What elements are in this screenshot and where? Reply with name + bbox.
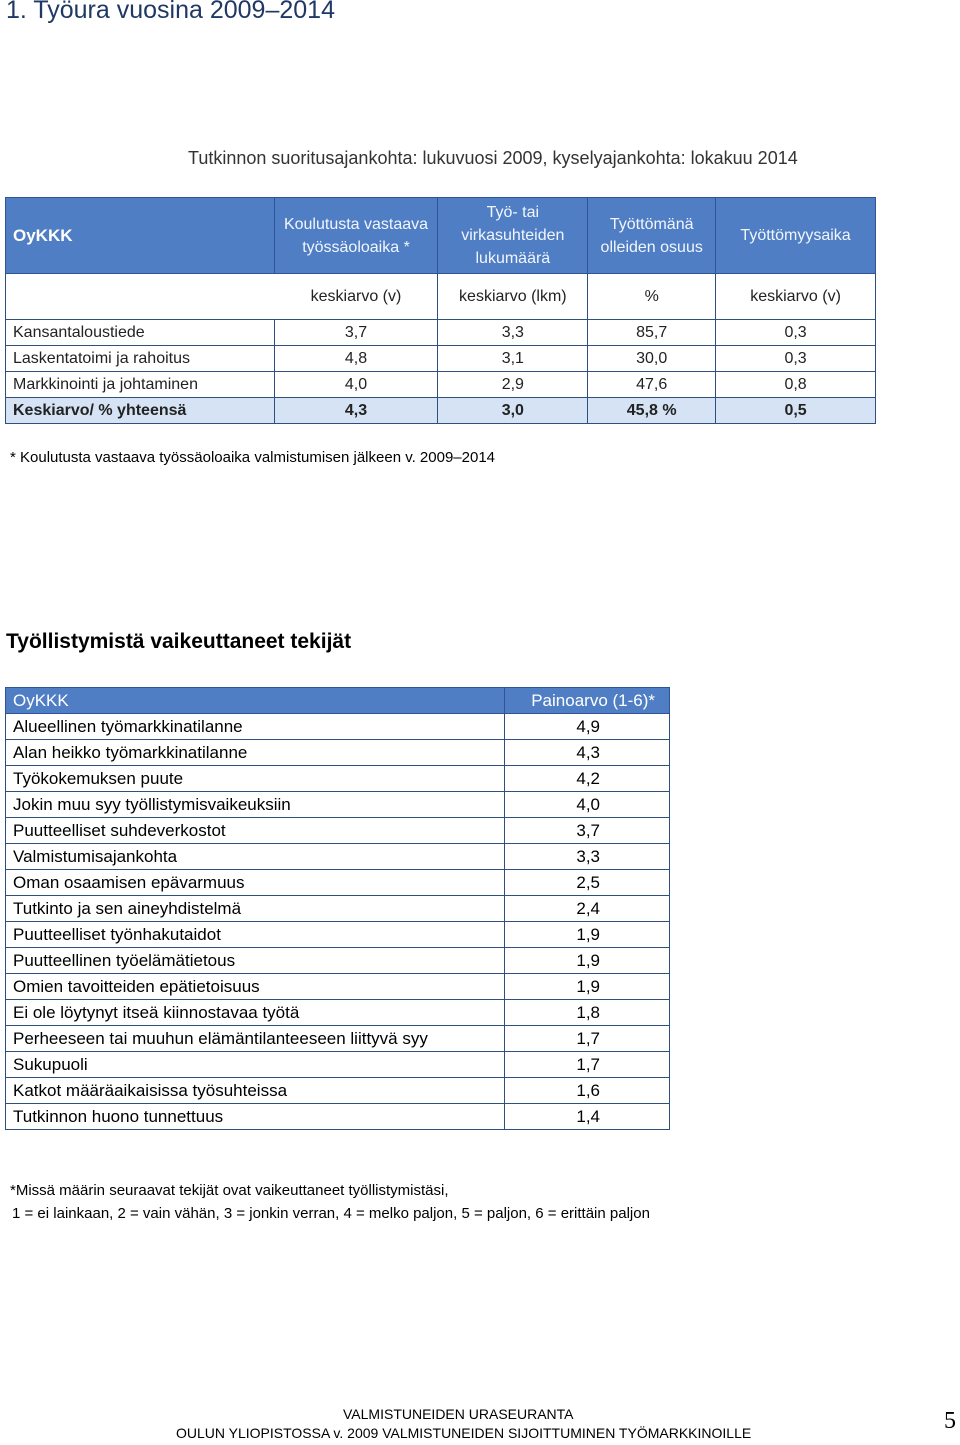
factor-label: Puutteelliset suhdeverkostot bbox=[6, 818, 505, 844]
value-cell: 30,0 bbox=[588, 346, 716, 372]
page-heading: 1. Työura vuosina 2009–2014 bbox=[6, 0, 335, 24]
row-label: Kansantaloustiede bbox=[6, 320, 275, 346]
table-row bbox=[6, 766, 670, 792]
table-row bbox=[6, 974, 670, 1000]
value-cell: 4,0 bbox=[274, 372, 438, 398]
row-label: Laskentatoimi ja rahoitus bbox=[6, 346, 275, 372]
weight-value: 1,4 bbox=[505, 1104, 670, 1130]
weight-value: 1,6 bbox=[505, 1078, 670, 1104]
factor-label: Alueellinen työmarkkinatilanne bbox=[6, 714, 505, 740]
value-cell: 47,6 bbox=[588, 372, 716, 398]
value-cell: 0,3 bbox=[716, 346, 876, 372]
table-footnote: * Koulutusta vastaava työssäoloaika valmistumisen jälkeen v. 2009–2014 bbox=[10, 449, 496, 466]
table-row bbox=[6, 714, 670, 740]
table-row bbox=[6, 792, 670, 818]
table-header-row bbox=[6, 688, 670, 714]
table-row bbox=[6, 346, 876, 372]
org-header: OyKKK bbox=[6, 198, 275, 274]
column-header: Työttömyysaika bbox=[716, 198, 876, 274]
unit-cell: % bbox=[588, 274, 716, 320]
factor-label: Omien tavoitteiden epätietoisuus bbox=[6, 974, 505, 1000]
table-row bbox=[6, 818, 670, 844]
row-label: Markkinointi ja johtaminen bbox=[6, 372, 275, 398]
factor-label: Työkokemuksen puute bbox=[6, 766, 505, 792]
factor-label: Sukupuoli bbox=[6, 1052, 505, 1078]
total-value: 4,3 bbox=[274, 398, 438, 424]
weight-value: 4,9 bbox=[505, 714, 670, 740]
value-cell: 0,8 bbox=[716, 372, 876, 398]
factor-label: Puutteelliset työnhakutaidot bbox=[6, 922, 505, 948]
value-cell: 4,8 bbox=[274, 346, 438, 372]
table-row bbox=[6, 896, 670, 922]
weight-value: 1,9 bbox=[505, 922, 670, 948]
weight-value: 1,9 bbox=[505, 974, 670, 1000]
value-cell: 3,3 bbox=[438, 320, 588, 346]
table-row bbox=[6, 1104, 670, 1130]
weight-value: 1,8 bbox=[505, 1000, 670, 1026]
value-cell: 85,7 bbox=[588, 320, 716, 346]
page-number: 5 bbox=[944, 1408, 956, 1434]
unit-cell: keskiarvo (v) bbox=[274, 274, 438, 320]
table-header-row bbox=[6, 198, 876, 274]
obstacles-table-body bbox=[6, 714, 670, 1130]
factor-label: Ei ole löytynyt itseä kiinnostavaa työtä bbox=[6, 1000, 505, 1026]
factor-label: Puutteellinen työelämätietous bbox=[6, 948, 505, 974]
value-cell: 0,3 bbox=[716, 320, 876, 346]
units-blank-cell bbox=[6, 274, 275, 320]
units-row bbox=[6, 274, 876, 320]
table-row bbox=[6, 922, 670, 948]
weight-header: Painoarvo (1-6)* bbox=[505, 688, 670, 714]
weight-value: 4,2 bbox=[505, 766, 670, 792]
factor-label: Tutkinnon huono tunnettuus bbox=[6, 1104, 505, 1130]
factor-label: Oman osaamisen epävarmuus bbox=[6, 870, 505, 896]
table-row bbox=[6, 740, 670, 766]
table-row bbox=[6, 1000, 670, 1026]
weight-value: 1,7 bbox=[505, 1026, 670, 1052]
weight-value: 4,0 bbox=[505, 792, 670, 818]
table-row bbox=[6, 1078, 670, 1104]
table-row bbox=[6, 372, 876, 398]
weight-value: 1,9 bbox=[505, 948, 670, 974]
total-label: Keskiarvo/ % yhteensä bbox=[6, 398, 275, 424]
table-row bbox=[6, 948, 670, 974]
footer-title: VALMISTUNEIDEN URASEURANTA bbox=[343, 1406, 574, 1422]
footer-subtitle: OULUN YLIOPISTOSSA v. 2009 VALMISTUNEIDEN SIJOITTUMINEN TYÖMARKKINOILLE bbox=[176, 1425, 752, 1441]
table-row bbox=[6, 1052, 670, 1078]
scale-note-line2: 1 = ei lainkaan, 2 = vain vähän, 3 = jonkin verran, 4 = melko paljon, 5 = paljon, 6 = erittäin paljon bbox=[12, 1205, 650, 1222]
total-value: 3,0 bbox=[438, 398, 588, 424]
total-row bbox=[6, 398, 876, 424]
section-title: Työllistymistä vaikeuttaneet tekijät bbox=[6, 630, 352, 653]
factor-label: Perheeseen tai muuhun elämäntilanteeseen liittyvä syy bbox=[6, 1026, 505, 1052]
total-value: 45,8 % bbox=[588, 398, 716, 424]
total-value: 0,5 bbox=[716, 398, 876, 424]
unit-cell: keskiarvo (lkm) bbox=[438, 274, 588, 320]
weight-value: 4,3 bbox=[505, 740, 670, 766]
column-header: Koulutusta vastaava työssäoloaika * bbox=[274, 198, 438, 274]
column-header: Työ- tai virkasuhteiden lukumäärä bbox=[438, 198, 588, 274]
weight-value: 3,3 bbox=[505, 844, 670, 870]
value-cell: 3,1 bbox=[438, 346, 588, 372]
weight-value: 1,7 bbox=[505, 1052, 670, 1078]
scale-note-line1: *Missä määrin seuraavat tekijät ovat vaikeuttaneet työllistymistäsi, bbox=[10, 1182, 449, 1199]
obstacles-table bbox=[5, 687, 670, 1130]
factor-label: Katkot määräaikaisissa työsuhteissa bbox=[6, 1078, 505, 1104]
value-cell: 2,9 bbox=[438, 372, 588, 398]
table-row bbox=[6, 320, 876, 346]
table-subtitle: Tutkinnon suoritusajankohta: lukuvuosi 2009, kyselyajankohta: lokakuu 2014 bbox=[188, 148, 798, 168]
weight-value: 3,7 bbox=[505, 818, 670, 844]
table-row bbox=[6, 1026, 670, 1052]
value-cell: 3,7 bbox=[274, 320, 438, 346]
weight-value: 2,5 bbox=[505, 870, 670, 896]
table-row bbox=[6, 844, 670, 870]
factor-label: Alan heikko työmarkkinatilanne bbox=[6, 740, 505, 766]
factor-label: Valmistumisajankohta bbox=[6, 844, 505, 870]
employment-summary-table bbox=[5, 197, 876, 424]
table-row bbox=[6, 870, 670, 896]
unit-cell: keskiarvo (v) bbox=[716, 274, 876, 320]
weight-value: 2,4 bbox=[505, 896, 670, 922]
factor-label: Jokin muu syy työllistymisvaikeuksiin bbox=[6, 792, 505, 818]
column-header: Työttömänä olleiden osuus bbox=[588, 198, 716, 274]
factor-label: Tutkinto ja sen aineyhdistelmä bbox=[6, 896, 505, 922]
org-header: OyKKK bbox=[6, 688, 505, 714]
